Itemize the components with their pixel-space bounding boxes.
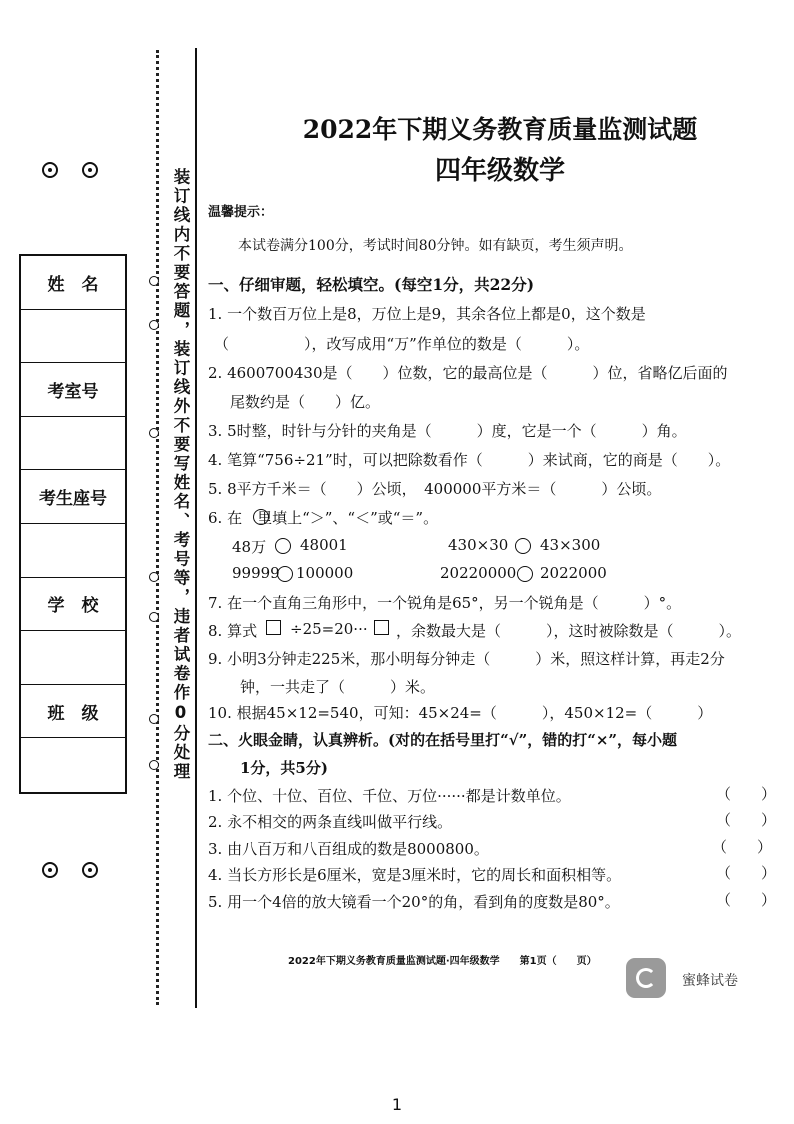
tf-item-3: 3. 由八百万和八百组成的数是8000800。 bbox=[208, 840, 489, 858]
tf-answer-2[interactable]: （ ） bbox=[716, 811, 777, 829]
tf-answer-3[interactable]: （ ） bbox=[712, 838, 773, 856]
q2-line2: 尾数约是（ ）亿。 bbox=[230, 393, 381, 411]
binding-solid-line bbox=[195, 48, 197, 1008]
q9-line1: 9. 小明3分钟走225米，那小明每分钟走（ ）米，照这样计算，再走2分 bbox=[208, 650, 725, 668]
info-field-seat[interactable] bbox=[21, 524, 125, 578]
tf-answer-4[interactable]: （ ） bbox=[716, 864, 777, 882]
binding-hole-icon bbox=[42, 862, 58, 878]
info-field-room[interactable] bbox=[21, 417, 125, 471]
tf-item-5: 5. 用一个4倍的放大镜看一个20°的角，看到角的度数是80°。 bbox=[208, 893, 620, 911]
info-field-name[interactable] bbox=[21, 310, 125, 364]
binding-dot-icon bbox=[149, 760, 159, 770]
binding-dot-icon bbox=[149, 320, 159, 330]
page-number: 1 bbox=[391, 1095, 403, 1114]
binding-dot-icon bbox=[149, 428, 159, 438]
info-label-seat: 考生座号 bbox=[21, 470, 125, 524]
watermark-logo-icon bbox=[626, 958, 666, 998]
q8-mid: ÷25=20··· bbox=[290, 620, 368, 638]
compare-circle-icon[interactable] bbox=[275, 538, 291, 554]
binding-dot-icon bbox=[149, 714, 159, 724]
q10: 10. 根据45×12=540，可知：45×24=（ ），450×12=（ ） bbox=[208, 704, 713, 722]
q9-line2: 钟，一共走了（ ）米。 bbox=[240, 678, 436, 696]
q3: 3. 5时整，时针与分针的夹角是（ ）度，它是一个（ ）角。 bbox=[208, 422, 687, 440]
compare-circle-icon[interactable] bbox=[515, 538, 531, 554]
answer-box-icon[interactable] bbox=[266, 620, 281, 635]
binding-dot-icon bbox=[149, 612, 159, 622]
page-footer: 2022年下期义务教育质量监测试题·四年级数学 第1页（ 页） bbox=[288, 956, 597, 967]
tf-answer-5[interactable]: （ ） bbox=[716, 891, 777, 909]
compare-c2: 100000 bbox=[296, 564, 354, 582]
info-label-name: 姓 名 bbox=[21, 256, 125, 310]
binding-circles-bottom bbox=[42, 862, 98, 878]
q5: 5. 8平方千米＝（ ）公顷， 400000平方米＝（ ）公顷。 bbox=[208, 480, 662, 498]
section2-heading: 二、火眼金睛，认真辨析。(对的在括号里打“√”，错的打“×”，每小题 bbox=[208, 731, 678, 749]
compare-a1: 48万 bbox=[232, 538, 267, 556]
watermark-text: 蜜蜂试卷 bbox=[682, 973, 738, 989]
binding-dotted-line bbox=[156, 50, 159, 1005]
q8-start: 8. 算式 bbox=[208, 622, 258, 640]
compare-circle-icon bbox=[253, 509, 269, 525]
compare-b2: 43×300 bbox=[540, 536, 601, 554]
section2-heading-cont: 1分，共5分) bbox=[240, 759, 328, 777]
tf-item-1: 1. 个位、十位、百位、千位、万位······都是计数单位。 bbox=[208, 787, 571, 805]
binding-hole-icon bbox=[42, 162, 58, 178]
binding-dot-icon bbox=[149, 572, 159, 582]
binding-warning-text: 装订线内不要答题，装订线外不要写姓名、考号等，违者试卷作0分处理 bbox=[171, 168, 190, 782]
section1-heading: 一、仔细审题，轻松填空。(每空1分，共22分) bbox=[208, 275, 535, 294]
info-field-school[interactable] bbox=[21, 631, 125, 685]
q1-line2: （ ），改写成用“万”作单位的数是（ ）。 bbox=[214, 335, 590, 353]
binding-dot-icon bbox=[149, 276, 159, 286]
tip-label: 温馨提示： bbox=[208, 205, 274, 220]
compare-b1: 430×30 bbox=[448, 536, 509, 554]
info-field-class[interactable] bbox=[21, 738, 125, 792]
tf-answer-1[interactable]: （ ） bbox=[716, 785, 777, 803]
q4: 4. 笔算“756÷21”时，可以把除数看作（ ）来试商，它的商是（ ）。 bbox=[208, 451, 731, 469]
student-info-box bbox=[19, 254, 127, 794]
info-label-school: 学 校 bbox=[21, 578, 125, 632]
info-label-class: 班 级 bbox=[21, 685, 125, 739]
binding-hole-icon bbox=[82, 862, 98, 878]
q6: 6. 在 里填上“＞”、“＜”或“＝”。 bbox=[208, 509, 439, 527]
exam-subtitle: 四年级数学 bbox=[434, 156, 565, 186]
binding-circles-top bbox=[42, 162, 98, 178]
info-label-room: 考室号 bbox=[21, 363, 125, 417]
compare-circle-icon[interactable] bbox=[517, 566, 533, 582]
binding-hole-icon bbox=[82, 162, 98, 178]
q7: 7. 在一个直角三角形中，一个锐角是65°，另一个锐角是（ ）°。 bbox=[208, 594, 682, 612]
q2-line1: 2. 4600700430是（ ）位数，它的最高位是（ ）位，省略亿后面的 bbox=[208, 364, 728, 382]
exam-title: 2022年下期义务教育质量监测试题 bbox=[302, 115, 698, 144]
answer-box-icon[interactable] bbox=[374, 620, 389, 635]
compare-d1: 20220000 bbox=[440, 564, 517, 582]
tf-item-4: 4. 当长方形长是6厘米，宽是3厘米时，它的周长和面积相等。 bbox=[208, 866, 622, 884]
compare-d2: 2022000 bbox=[540, 564, 607, 582]
tip-text: 本试卷满分100分，考试时间80分钟。如有缺页，考生须声明。 bbox=[238, 238, 633, 254]
compare-circle-icon[interactable] bbox=[277, 566, 293, 582]
compare-c1: 99999 bbox=[232, 564, 280, 582]
compare-a2: 48001 bbox=[300, 536, 348, 554]
tf-item-2: 2. 永不相交的两条直线叫做平行线。 bbox=[208, 813, 453, 831]
q8-end: ，余数最大是（ ），这时被除数是（ ）。 bbox=[396, 622, 742, 640]
q1-line1: 1. 一个数百万位上是8，万位上是9，其余各位上都是0，这个数是 bbox=[208, 305, 646, 323]
